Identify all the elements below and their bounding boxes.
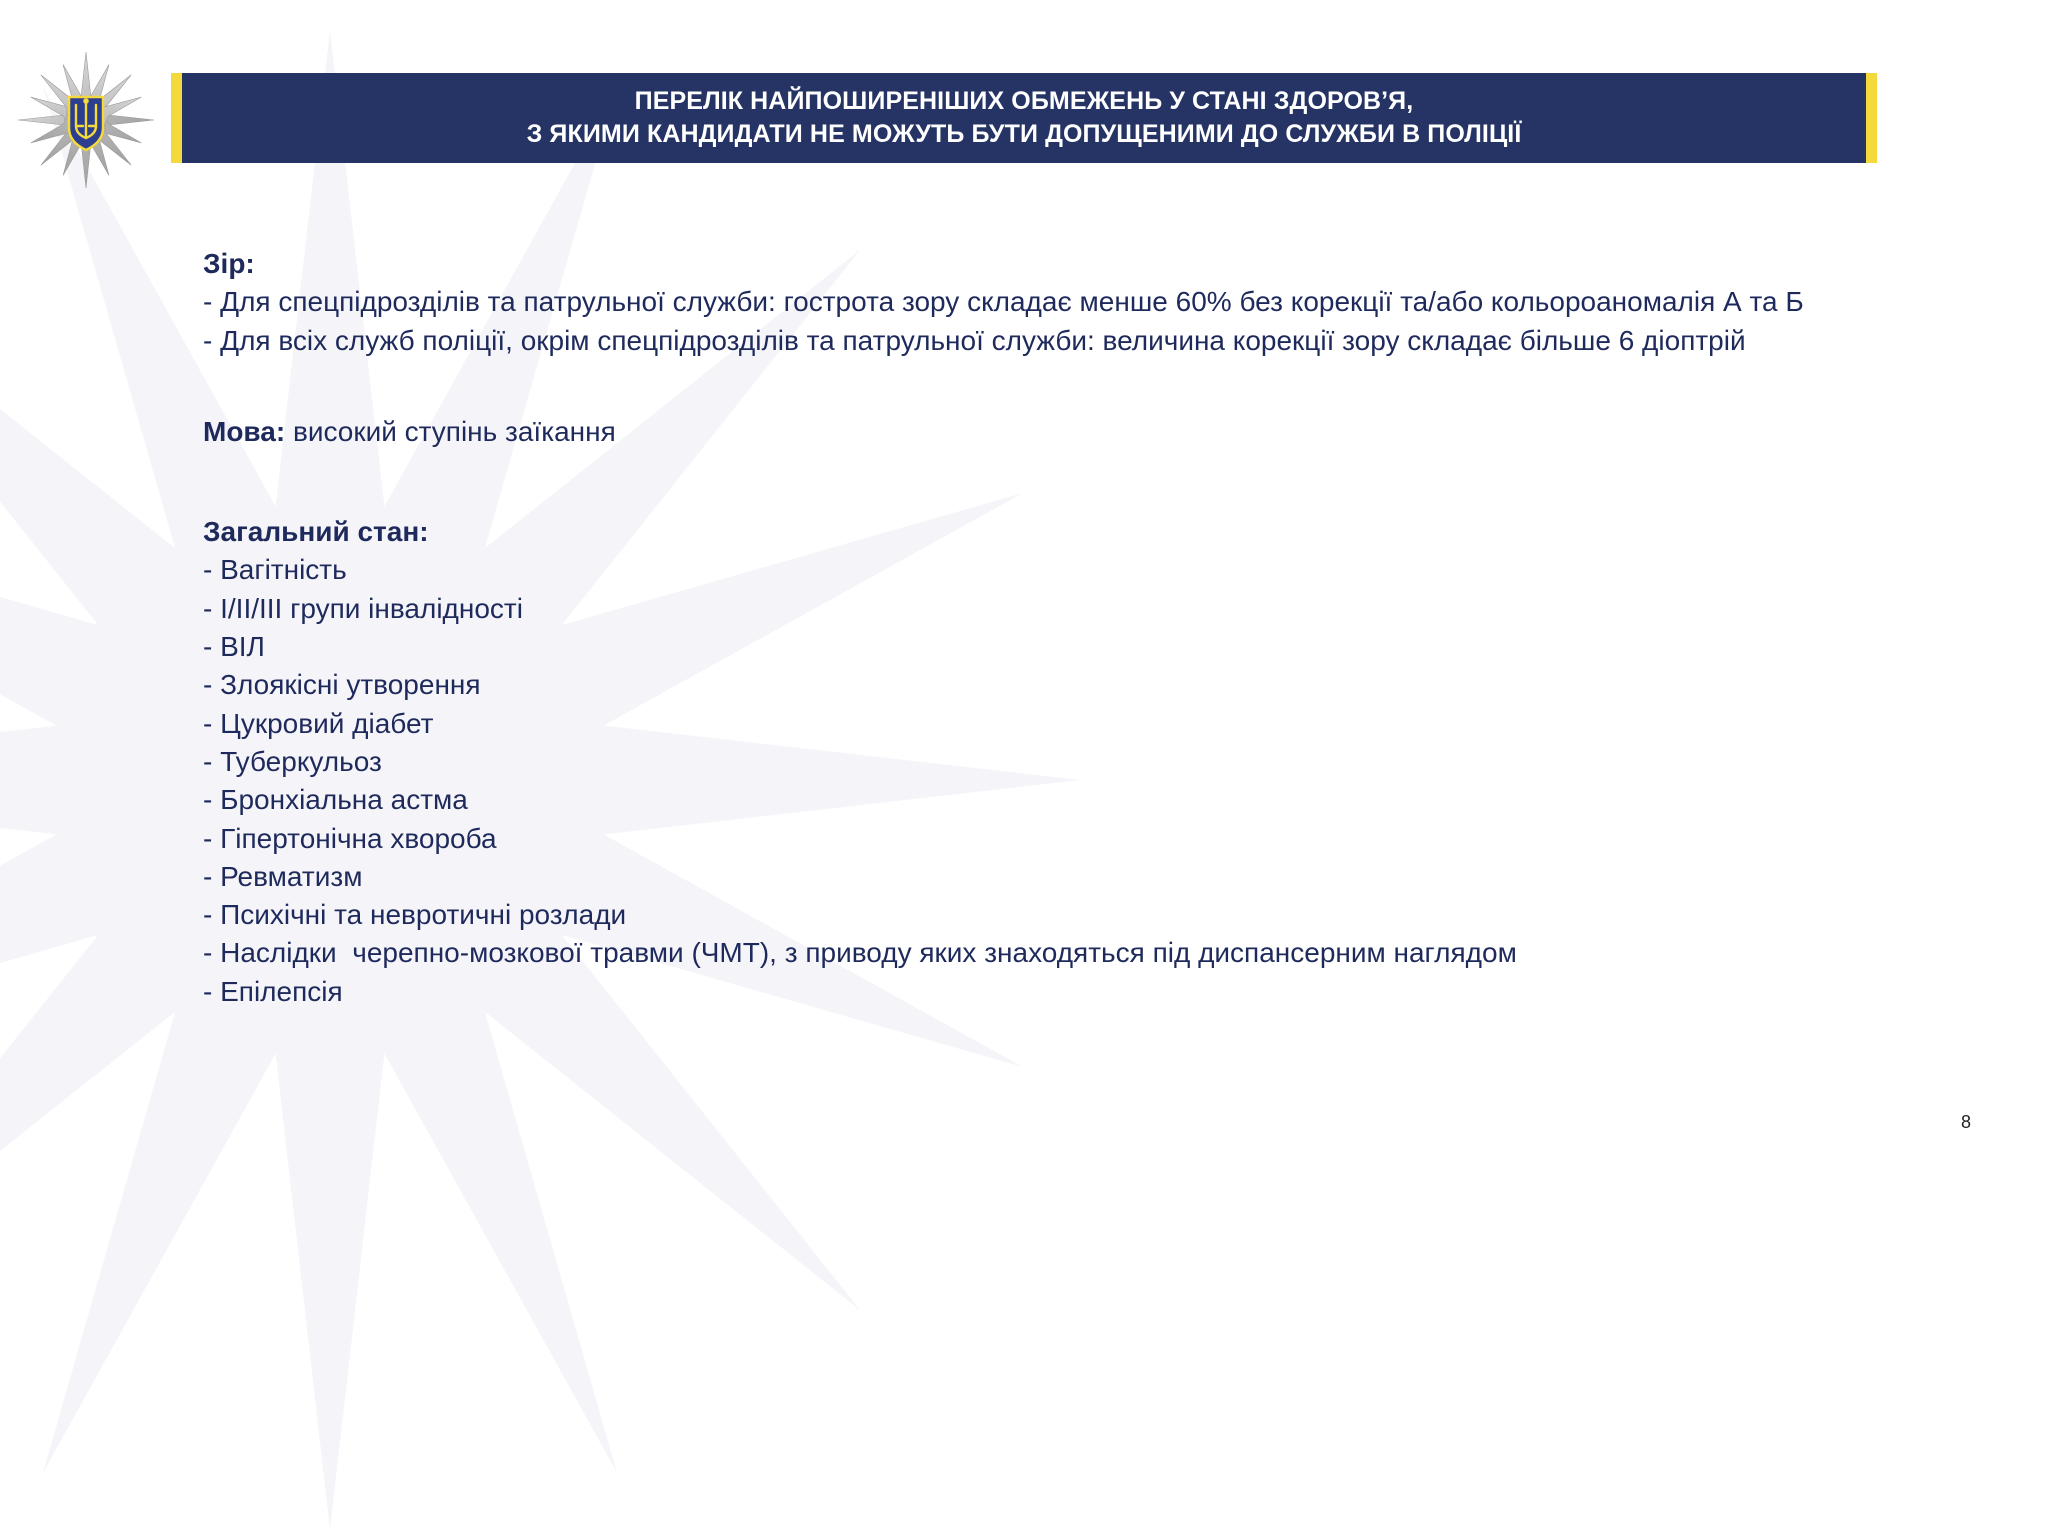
list-item: - Цукровий діабет bbox=[203, 707, 434, 739]
list-item: - Для спецпідрозділів та патрульної служби: гострота зору складає менше 60% без корекції та/або кольороаномалія А та Б bbox=[203, 286, 1804, 318]
speech-line bbox=[203, 413, 1903, 451]
list-item: - Епілепсія bbox=[203, 975, 343, 1007]
speech-text: високий ступінь заїкання bbox=[285, 415, 616, 447]
general-condition-section bbox=[203, 513, 1903, 1011]
general-condition-heading: Загальний стан: bbox=[203, 516, 429, 548]
list-item: - I/II/III групи інвалідності bbox=[203, 592, 523, 624]
page-number: 8 bbox=[1960, 1112, 1971, 1132]
restrictions-list bbox=[203, 245, 1903, 1011]
police-star-trident-icon bbox=[16, 50, 156, 190]
list-item: - ВІЛ bbox=[203, 631, 265, 663]
speech-section bbox=[203, 413, 1903, 451]
list-item: - Психічні та невротичні розлади bbox=[203, 899, 627, 931]
speech-heading: Мова: bbox=[203, 415, 286, 447]
list-item: - Наслідки черепно-мозкової травми (ЧМТ), з приводу яких знаходяться під диспансерним наглядом bbox=[203, 937, 1517, 969]
page-title-line-2: З ЯКИМИ КАНДИДАТИ НЕ МОЖУТЬ БУТИ ДОПУЩЕНИМИ ДО СЛУЖБИ В ПОЛІЦІЇ bbox=[526, 120, 1522, 148]
title-banner bbox=[171, 73, 1877, 163]
list-item: - Для всіх служб поліції, окрім спецпідрозділів та патрульної служби: величина корекції зору складає більше 6 діоптрій bbox=[203, 324, 1746, 356]
list-item: - Туберкульоз bbox=[203, 745, 382, 777]
list-item: - Бронхіальна астма bbox=[203, 784, 468, 816]
list-item: - Гіпертонічна хвороба bbox=[203, 822, 497, 854]
list-item: - Вагітність bbox=[203, 554, 347, 586]
vision-section bbox=[203, 245, 1903, 360]
list-item: - Ревматизм bbox=[203, 860, 363, 892]
list-item: - Злоякісні утворення bbox=[203, 669, 481, 701]
vision-heading: Зір: bbox=[203, 248, 255, 279]
page-title-line-1: ПЕРЕЛІК НАЙПОШИРЕНІШИХ ОБМЕЖЕНЬ У СТАНІ ЗДОРОВ’Я, bbox=[634, 87, 1414, 115]
